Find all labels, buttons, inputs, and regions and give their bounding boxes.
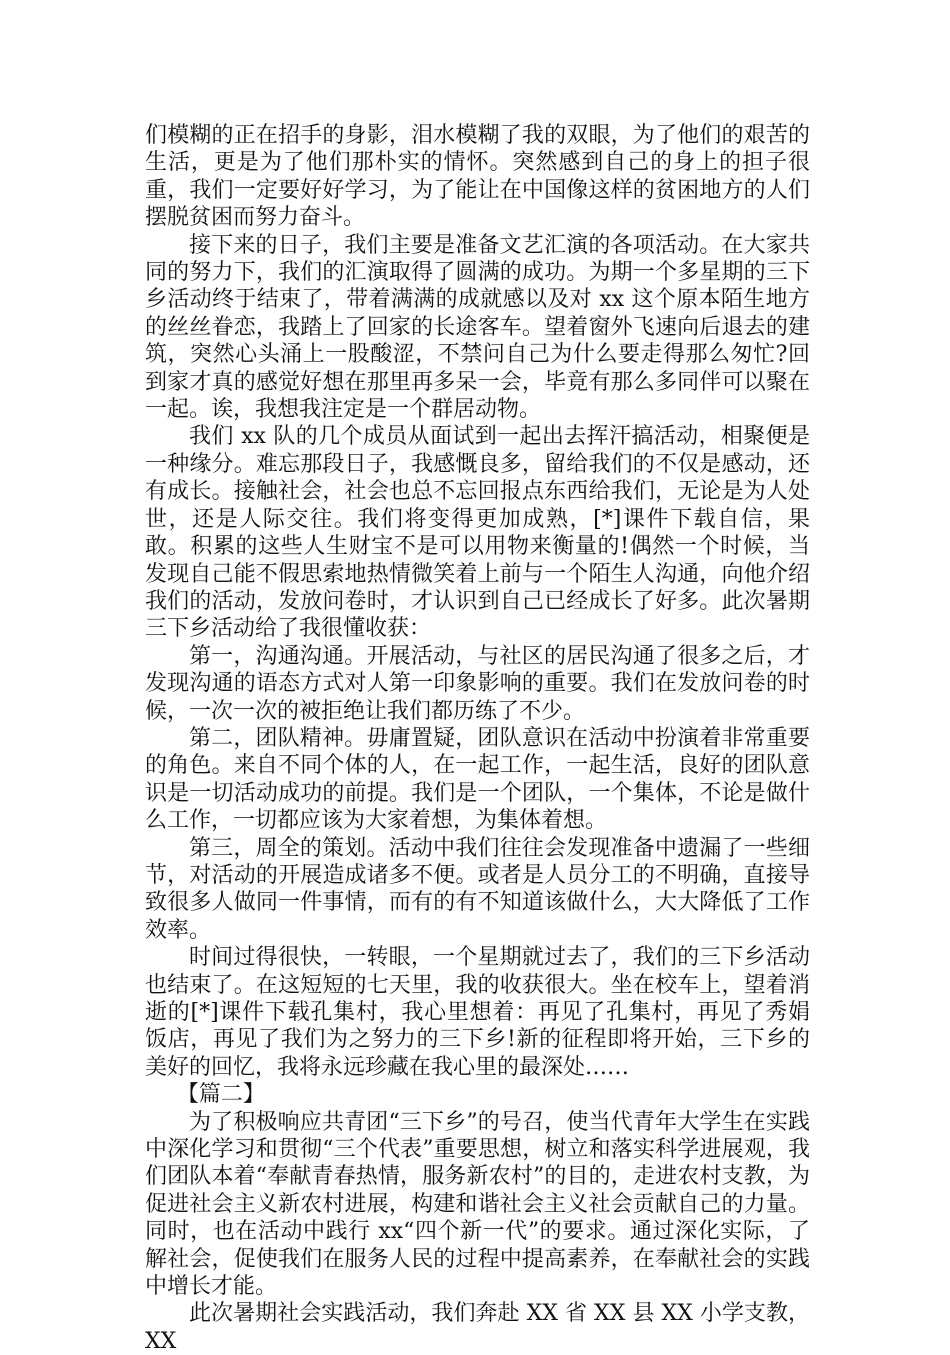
paragraph-farewell: 时间过得很快，一转眼，一个星期就过去了，我们的三下乡活动也结束了。在这短短的七天里，我的收获很大。坐在校车上，望着消逝的[*]课件下载孔集村，我心里想着：再见了孔集村，再见了秀娟饭店，再见了我们为之努力的三下乡!新的征程即将开始，三下乡的美好的回忆，我将永远珍藏在我心里的最深处…… [145, 945, 810, 1080]
paragraph-continued: 们模糊的正在招手的身影，泪水模糊了我的双眼，为了他们的艰苦的生活，更是为了他们那朴实的情怀。突然感到自己的身上的担子很重，我们一定要好好学习，为了能让在中国像这样的贫困地方的人们摆脱贫困而努力奋斗。 [145, 123, 810, 231]
paragraph-destination: 此次暑期社会实践活动，我们奔赴 XX 省 XX 县 XX 小学支教，XX [145, 1301, 810, 1354]
paragraph-point-planning: 第三，周全的策划。活动中我们往往会发现准备中遗漏了一些细节，对活动的开展造成诸多不便。或者是人员分工的不明确，直接导致很多人做同一件事情，而有的有不知道该做什么，大大降低了工作效率。 [145, 835, 810, 943]
paragraph-point-communication: 第一，沟通沟通。开展活动，与社区的居民沟通了很多之后，才发现沟通的语态方式对人第一印象影响的重要。我们在发放问卷的时候，一次一次的被拒绝让我们都历练了不少。 [145, 643, 810, 724]
document-body [145, 122, 810, 1355]
paragraph-team-growth: 我们 xx 队的几个成员从面试到一起出去挥汗搞活动，相聚便是一种缘分。难忘那段日子，我感慨良多，留给我们的不仅是感动，还有成长。接触社会，社会也总不忘回报点东西给我们，无论是为人处世，还是人际交往。我们将变得更加成熟，[*]课件下载自信，果敢。积累的这些人生财宝不是可以用物来衡量的!偶然一个时候，当发现自己能不假思索地热情微笑着上前与一个陌生人沟通，向他介绍我们的活动，发放问卷时，才认识到自己已经成长了好多。此次暑期三下乡活动给了我很懂收获： [145, 424, 810, 642]
paragraph-performance: 接下来的日子，我们主要是准备文艺汇演的各项活动。在大家共同的努力下，我们的汇演取得了圆满的成功。为期一个多星期的三下乡活动终于结束了，带着满满的成就感以及对 xx 这个原本陌生地方的丝丝眷恋，我踏上了回家的长途客车。望着窗外飞速向后退去的建筑，突然心头涌上一股酸涩，不禁问自己为什么要走得那么匆忙?回到家才真的感觉好想在那里再多呆一会，毕竟有那么多同伴可以聚在一起。诶，我想我注定是一个群居动物。 [145, 232, 810, 423]
section-heading: 【篇二】 [176, 1082, 265, 1108]
paragraph-purpose: 为了积极响应共青团“三下乡”的号召，使当代青年大学生在实践中深化学习和贯彻“三个代表”重要思想，树立和落实科学进展观，我们团队本着“奉献青春热情，服务新农村”的目的，走进农村支教，为促进社会主义新农村进展，构建和谐社会主义社会贡献自己的力量。同时，也在活动中践行 xx“四个新一代”的要求。通过深化实际，了解社会，促使我们在服务人民的过程中提高素养，在奉献社会的实践中增长才能。 [145, 1109, 810, 1300]
paragraph-point-teamwork: 第二，团队精神。毋庸置疑，团队意识在活动中扮演着非常重要的角色。来自不同个体的人，在一起工作，一起生活，良好的团队意识是一切活动成功的前提。我们是一个团队，一个集体，不论是做什么工作，一切都应该为大家着想，为集体着想。 [145, 725, 810, 834]
